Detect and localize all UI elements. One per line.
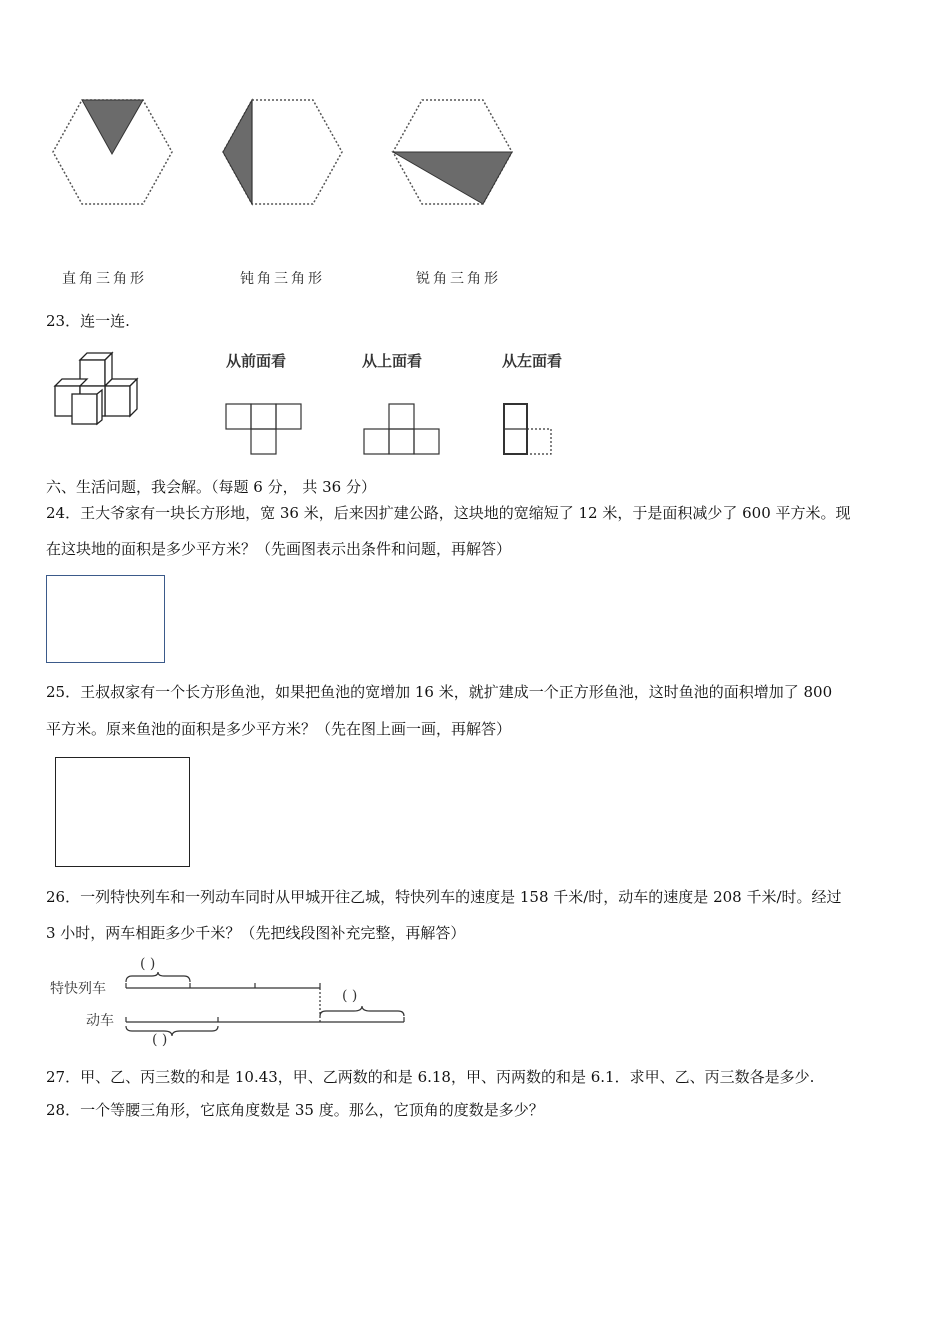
bullet-train-label: 动车 — [86, 1013, 114, 1029]
caption-obtuse-triangle: 钝角三角形 — [240, 271, 325, 287]
view-label-top: 从上面看 — [362, 352, 423, 370]
caption-right-triangle: 直角三角形 — [62, 271, 147, 287]
bullet-brace-blank: ( ) — [152, 1032, 168, 1048]
question-24-line-2: 在这块地的面积是多少平方米？（先画图表示出条件和问题，再解答） — [46, 540, 512, 558]
question-25-drawing-box — [55, 757, 190, 867]
question-23-title: 23．连一连. — [46, 312, 130, 330]
left-view-figure — [502, 402, 558, 456]
hexagon-acute-triangle-figure — [390, 98, 515, 208]
hexagon-right-triangle-figure — [50, 98, 175, 208]
question-27: 27．甲、乙、丙三数的和是 10.43，甲、乙两数的和是 6.18，甲、丙两数的和是 6.1．求甲、乙、丙三数各是多少. — [46, 1068, 815, 1086]
view-label-left: 从左面看 — [502, 352, 563, 370]
question-28: 28．一个等腰三角形，它底角度数是 35 度。那么，它顶角的度数是多少？ — [46, 1101, 544, 1119]
front-view-figure — [224, 402, 304, 456]
caption-acute-triangle: 锐角三角形 — [416, 271, 501, 287]
express-train-label: 特快列车 — [50, 981, 106, 997]
question-25-line-2: 平方米。原来鱼池的面积是多少平方米？（先在图上画一画，再解答） — [46, 720, 512, 738]
question-25-line-1: 25．王叔叔家有一个长方形鱼池，如果把鱼池的宽增加 16 米，就扩建成一个正方形鱼池，这时鱼池的面积增加了 800 — [46, 683, 833, 701]
line-segment-diagram — [120, 970, 420, 1040]
hexagon-obtuse-triangle-figure — [220, 98, 345, 208]
gap-brace-blank: ( ) — [342, 988, 358, 1004]
cube-stack-figure — [50, 348, 150, 430]
express-brace-blank: ( ) — [140, 956, 156, 972]
question-24-drawing-box — [46, 575, 165, 663]
section-6-title: 六、生活问题，我会解。（每题 6 分， 共 36 分） — [46, 478, 376, 496]
question-24-line-1: 24．王大爷家有一块长方形地，宽 36 米，后来因扩建公路，这块地的宽缩短了 12 米，于是面积减少了 600 平方米。现 — [46, 504, 851, 522]
view-label-front: 从前面看 — [226, 352, 287, 370]
top-view-figure — [362, 402, 442, 456]
question-26-line-1: 26．一列特快列车和一列动车同时从甲城开往乙城，特快列车的速度是 158 千米/时，动车的速度是 208 千米/时。经过 — [46, 888, 842, 906]
question-26-line-2: 3 小时，两车相距多少千米？（先把线段图补充完整，再解答） — [46, 924, 466, 942]
